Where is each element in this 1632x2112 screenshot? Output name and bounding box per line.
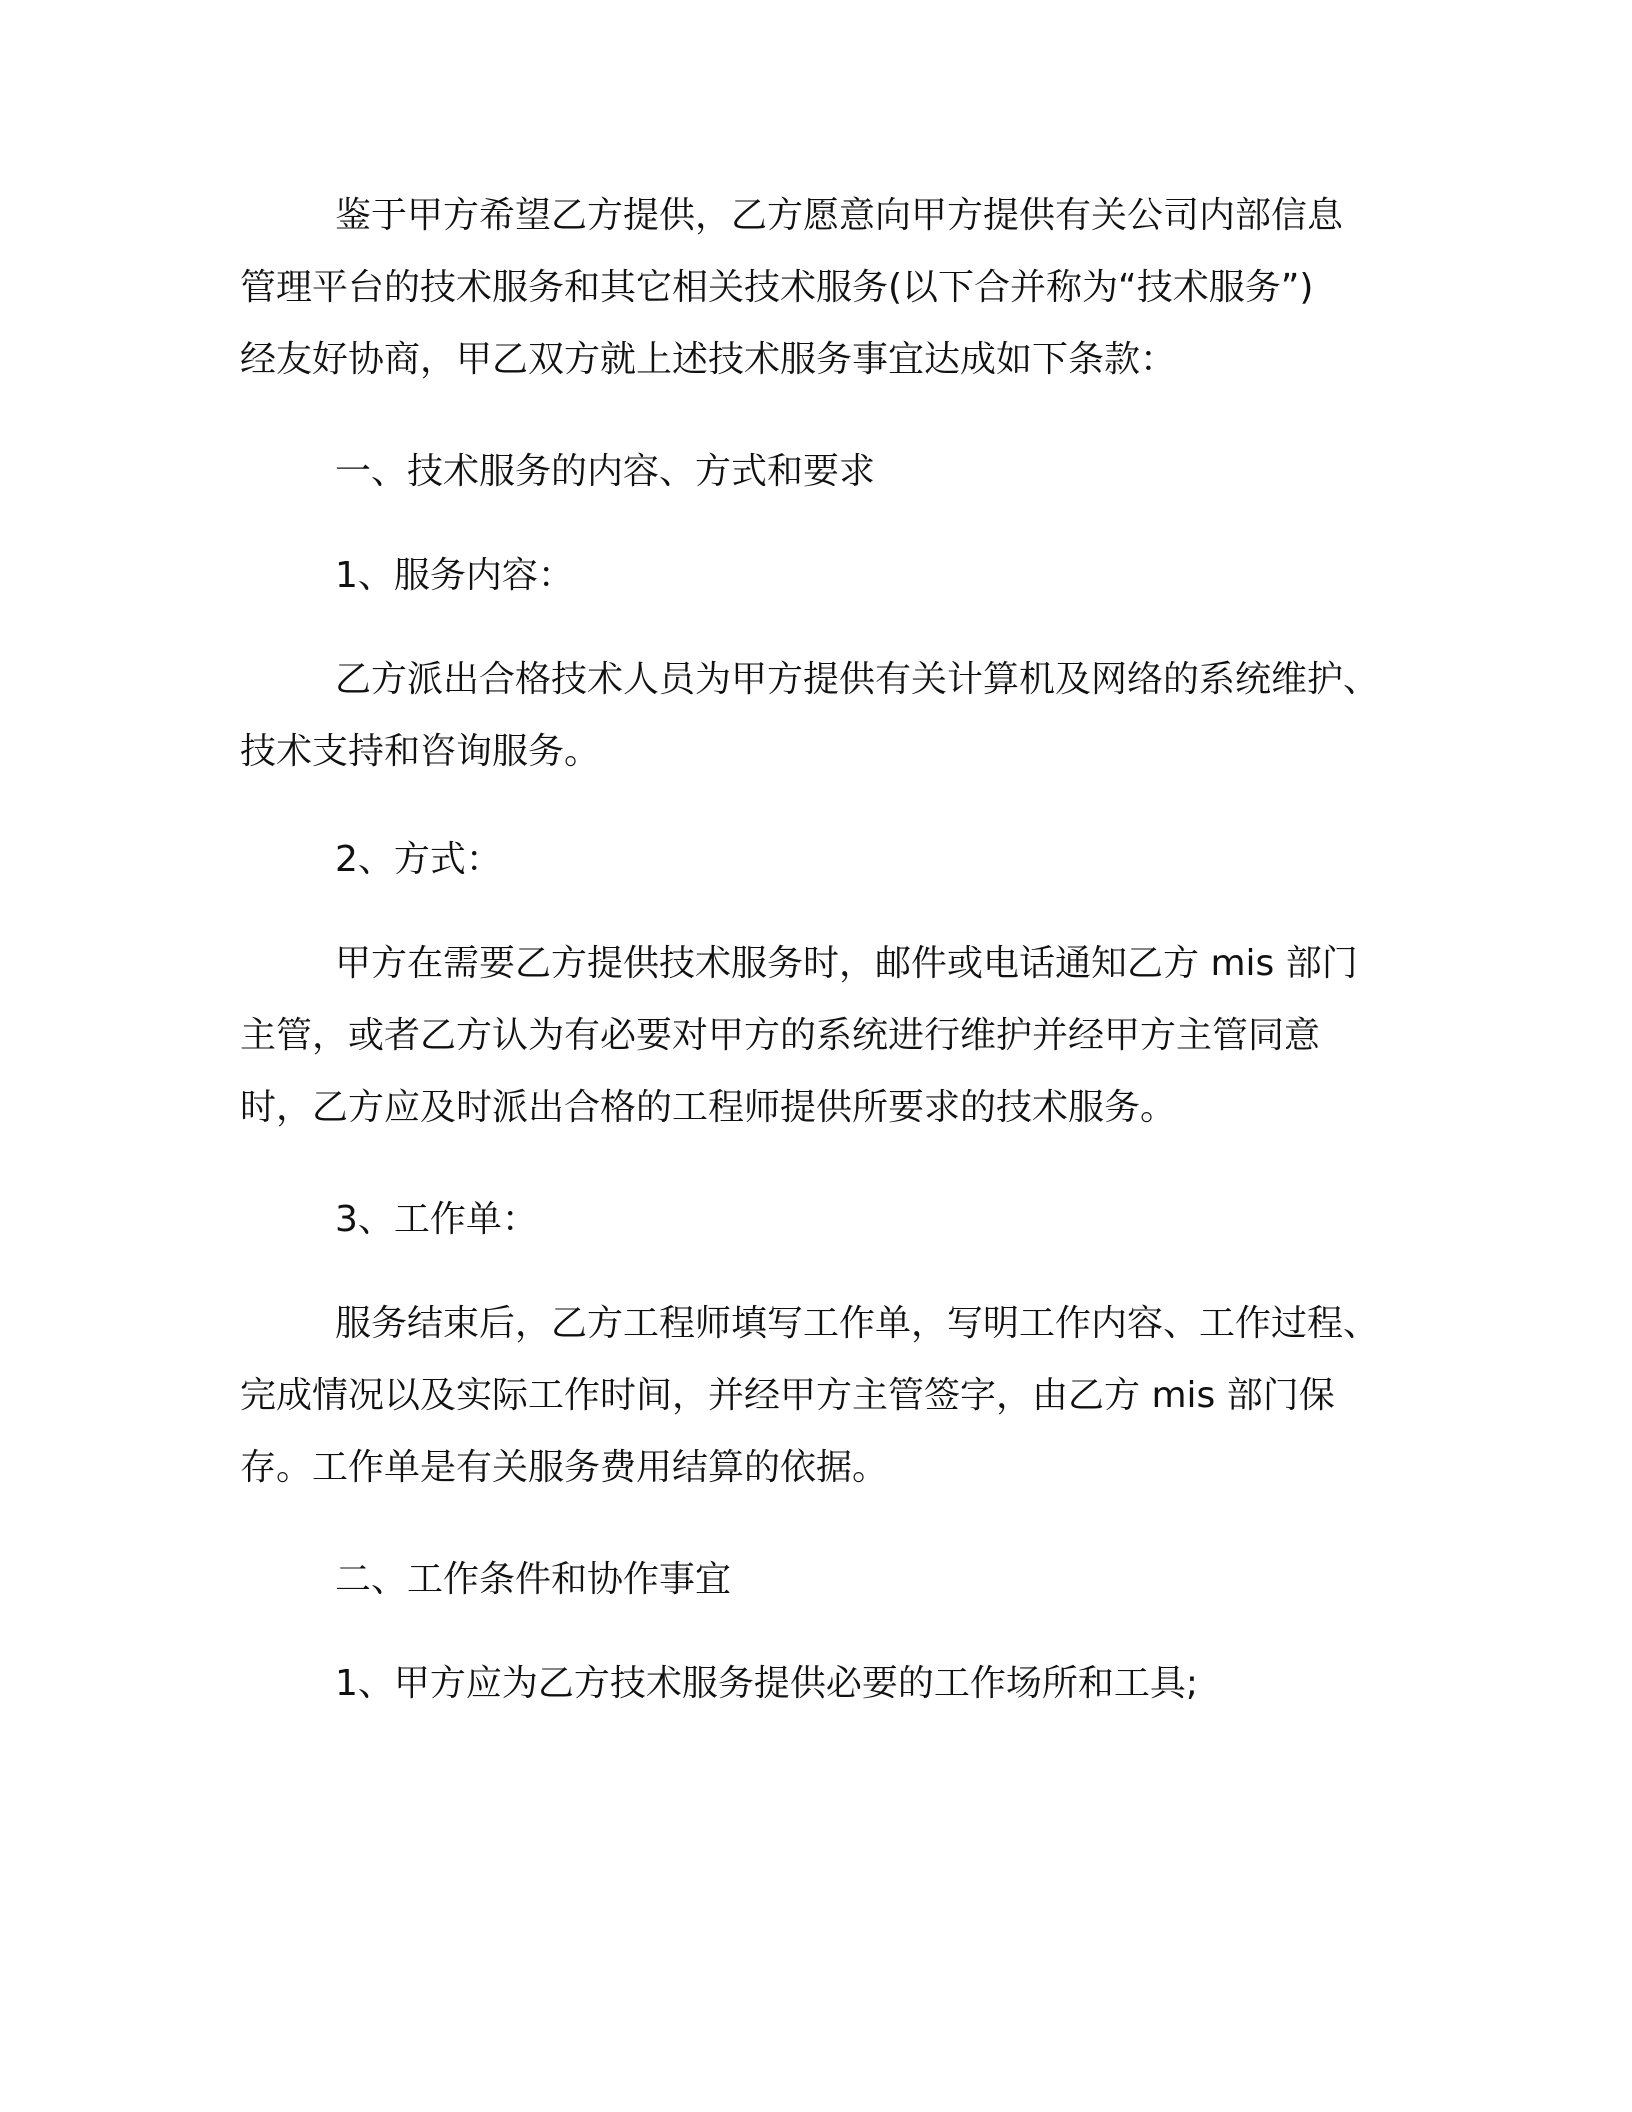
section1-heading: 一、技术服务的内容、方式和要求 <box>335 451 876 492</box>
intro-line-2: 管理平台的技术服务和其它相关技术服务(以下合并称为“技术服务”) <box>240 267 1314 308</box>
intro-paragraph <box>240 180 1410 396</box>
item3-body-line-3: 存。工作单是有关服务费用结算的依据。 <box>240 1447 889 1488</box>
item2-paragraph <box>240 928 1410 1144</box>
item1-paragraph <box>240 644 1410 788</box>
intro-line-3: 经友好协商，甲乙双方就上述技术服务事宜达成如下条款： <box>240 339 1177 380</box>
item2-body-line-1: 甲方在需要乙方提供技术服务时，邮件或电话通知乙方 mis 部门 <box>335 943 1358 984</box>
section2-item1: 1、甲方应为乙方技术服务提供必要的工作场所和工具; <box>335 1663 1199 1704</box>
item3-heading: 3、工作单： <box>335 1199 538 1240</box>
item1-heading: 1、服务内容： <box>335 555 574 596</box>
item3-body-line-1: 服务结束后，乙方工程师填写工作单，写明工作内容、工作过程、 <box>335 1303 1380 1344</box>
intro-line-1: 鉴于甲方希望乙方提供，乙方愿意向甲方提供有关公司内部信息 <box>335 195 1344 236</box>
section2-heading-block <box>240 1544 1410 1616</box>
section1-heading-block <box>240 436 1410 508</box>
item2-heading-block <box>240 824 1410 896</box>
item1-body-line-1: 乙方派出合格技术人员为甲方提供有关计算机及网络的系统维护、 <box>335 659 1380 700</box>
item3-paragraph <box>240 1288 1410 1504</box>
item1-heading-block <box>240 540 1410 612</box>
section2-heading: 二、工作条件和协作事宜 <box>335 1559 732 1600</box>
section2-item1-block <box>240 1648 1410 1720</box>
item2-body-line-2: 主管，或者乙方认为有必要对甲方的系统进行维护并经甲方主管同意 <box>240 1015 1321 1056</box>
item1-body-line-2: 技术支持和咨询服务。 <box>240 731 601 772</box>
item2-heading: 2、方式： <box>335 839 502 880</box>
item2-body-line-3: 时，乙方应及时派出合格的工程师提供所要求的技术服务。 <box>240 1087 1177 1128</box>
item3-heading-block <box>240 1184 1410 1256</box>
item3-body-line-2: 完成情况以及实际工作时间，并经甲方主管签字，由乙方 mis 部门保 <box>240 1375 1335 1416</box>
